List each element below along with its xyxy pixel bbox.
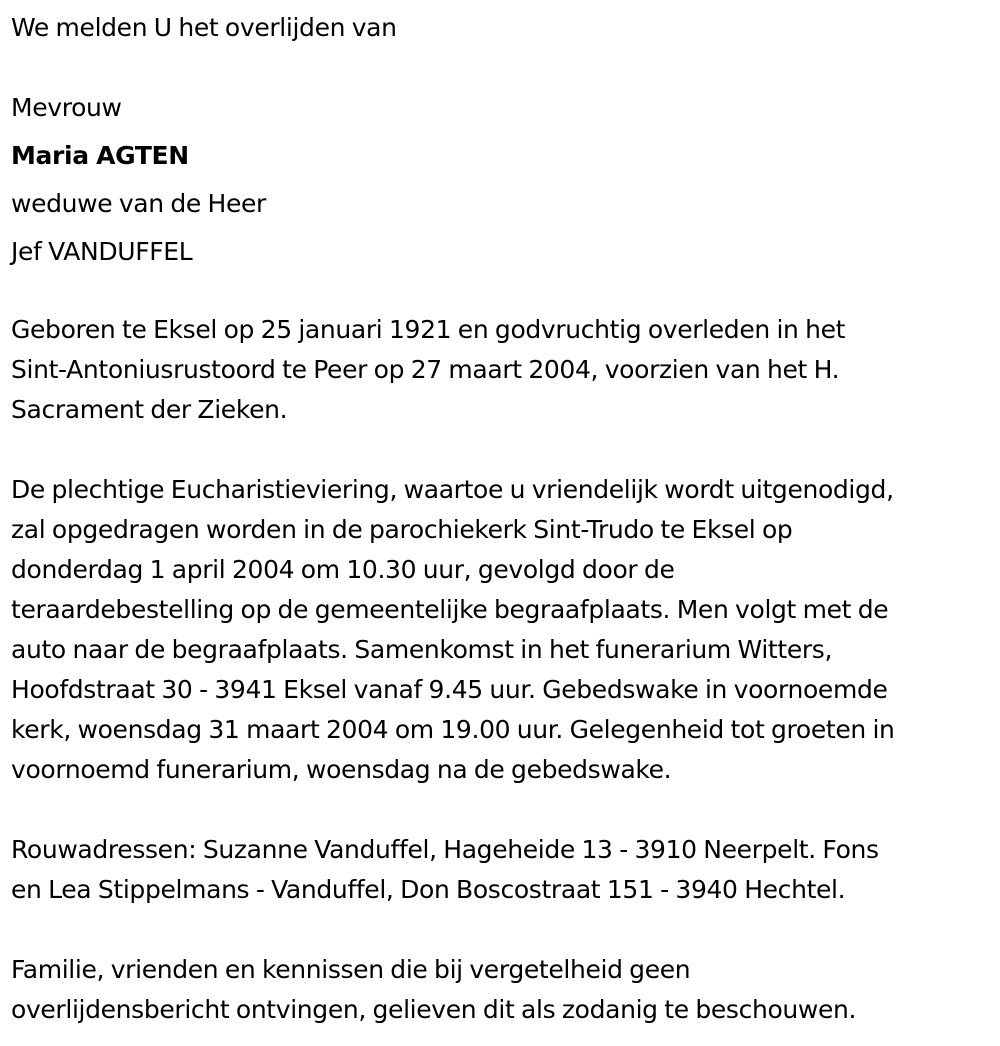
addresses-paragraph xyxy=(11,830,1000,910)
paragraph-line: Hoofdstraat 30 - 3941 Eksel vanaf 9.45 uur. Gebedswake in voornoemde xyxy=(11,675,888,704)
paragraph-line: voornoemd funerarium, woensdag na de gebedswake. xyxy=(11,755,672,784)
paragraph-line: Rouwadressen: Suzanne Vanduffel, Hageheide 13 - 3910 Neerpelt. Fons xyxy=(11,835,879,864)
paragraph-line: auto naar de begraafplaats. Samenkomst in het funerarium Witters, xyxy=(11,635,833,664)
birth-death-paragraph xyxy=(11,310,1000,430)
paragraph-line: Geboren te Eksel op 25 januari 1921 en godvruchtig overleden in het xyxy=(11,315,846,344)
intro-line: We melden U het overlijden van xyxy=(11,13,397,42)
paragraph-line: Sint-Antoniusrustoord te Peer op 27 maart 2004, voorzien van het H. xyxy=(11,355,840,384)
spouse-name: Jef VANDUFFEL xyxy=(11,237,193,266)
paragraph-line: overlijdensbericht ontvingen, gelieven dit als zodanig te beschouwen. xyxy=(11,995,857,1024)
paragraph-line: donderdag 1 april 2004 om 10.30 uur, gevolgd door de xyxy=(11,555,675,584)
closing-paragraph xyxy=(11,950,1000,1030)
paragraph-line: zal opgedragen worden in de parochiekerk Sint-Trudo te Eksel op xyxy=(11,515,793,544)
paragraph-line: De plechtige Eucharistieviering, waartoe u vriendelijk wordt uitgenodigd, xyxy=(11,475,894,504)
deceased-name: Maria AGTEN xyxy=(11,141,189,170)
paragraph-line: kerk, woensdag 31 maart 2004 om 19.00 uur. Gelegenheid tot groeten in xyxy=(11,715,895,744)
salutation: Mevrouw xyxy=(11,93,122,122)
paragraph-line: en Lea Stippelmans - Vanduffel, Don Boscostraat 151 - 3940 Hechtel. xyxy=(11,875,846,904)
paragraph-line: teraardebestelling op de gemeentelijke begraafplaats. Men volgt met de xyxy=(11,595,889,624)
relation-line: weduwe van de Heer xyxy=(11,189,266,218)
deceased-block xyxy=(11,84,1000,276)
ceremony-paragraph xyxy=(11,470,1000,790)
paragraph-line: Familie, vrienden en kennissen die bij vergetelheid geen xyxy=(11,955,691,984)
paragraph-line: Sacrament der Zieken. xyxy=(11,395,288,424)
